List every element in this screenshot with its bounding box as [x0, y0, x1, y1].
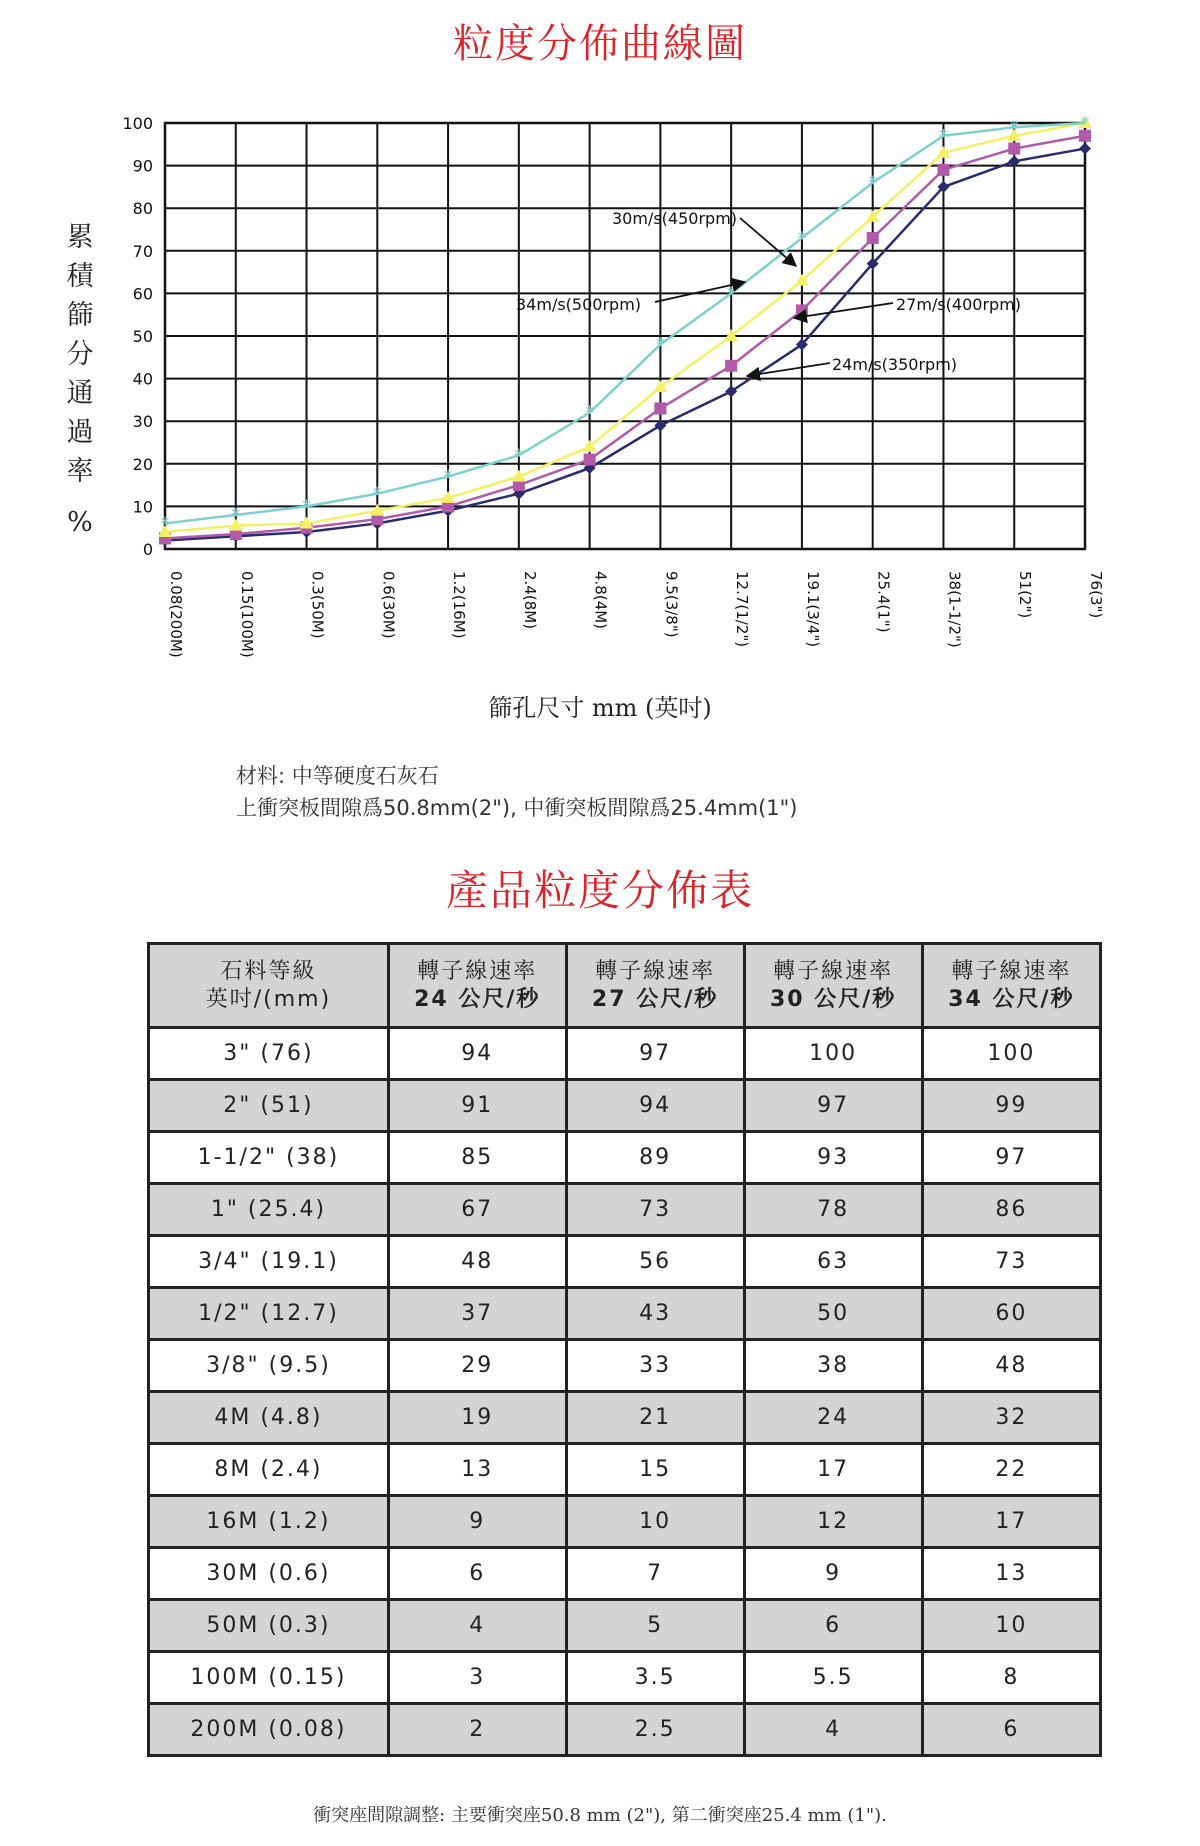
row-value-cell: 97 — [566, 1028, 744, 1080]
y-axis-ticks — [122, 114, 153, 559]
table-header-row — [149, 944, 1101, 1028]
row-size-cell: 2" (51) — [149, 1080, 389, 1132]
row-size-cell: 1-1/2" (38) — [149, 1132, 389, 1184]
series-point: * — [938, 125, 948, 147]
series-point: * — [655, 334, 665, 356]
row-value-cell: 2.5 — [566, 1704, 744, 1756]
series-point: * — [726, 283, 736, 305]
series-point: * — [1009, 117, 1019, 139]
y-tick-label: 10 — [132, 497, 153, 517]
table-body — [149, 1028, 1101, 1756]
row-value-cell: 17 — [744, 1444, 922, 1496]
table-header-line: 轉子線速率 — [951, 958, 1072, 984]
row-value-cell: 19 — [388, 1392, 566, 1444]
x-tick-label: 4.8(4M) — [591, 571, 610, 630]
row-value-cell: 7 — [566, 1548, 744, 1600]
series-point: * — [302, 496, 312, 518]
row-size-cell: 8M (2.4) — [149, 1444, 389, 1496]
y-tick-label: 70 — [132, 241, 153, 261]
annotation-arrow — [740, 218, 796, 266]
row-value-cell: 4 — [388, 1600, 566, 1652]
series-point: * — [372, 483, 382, 505]
y-axis-label-char: 率 — [66, 456, 94, 487]
y-tick-label: 0 — [142, 540, 153, 559]
table-row — [149, 1028, 1101, 1080]
row-size-cell: 1/2" (12.7) — [149, 1288, 389, 1340]
row-size-cell: 100M (0.15) — [149, 1652, 389, 1704]
series-point: * — [231, 504, 241, 526]
table-row — [149, 1600, 1101, 1652]
table-row — [149, 1548, 1101, 1600]
series-point: * — [868, 172, 878, 194]
x-tick-label: 0.08(200M) — [167, 571, 185, 658]
series-point — [937, 164, 949, 176]
series-point: * — [160, 513, 170, 535]
row-value-cell: 85 — [388, 1132, 566, 1184]
x-tick-label: 51(2") — [1016, 571, 1035, 619]
y-tick-label: 60 — [132, 284, 153, 304]
annotation-label: 24m/s(350rpm) — [832, 355, 958, 374]
x-tick-label: 0.3(50M) — [308, 571, 327, 639]
series-point — [1079, 143, 1091, 155]
x-tick-label: 38(1-1/2") — [945, 571, 964, 648]
x-tick-label: 25.4(1") — [874, 571, 893, 633]
table-row — [149, 1444, 1101, 1496]
row-size-cell: 3" (76) — [149, 1028, 389, 1080]
row-value-cell: 91 — [388, 1080, 566, 1132]
y-tick-label: 30 — [132, 412, 153, 432]
y-tick-label: 50 — [132, 327, 153, 346]
annotation-arrow — [747, 363, 830, 376]
table-row — [149, 1652, 1101, 1704]
table-row — [149, 1288, 1101, 1340]
row-size-cell: 16M (1.2) — [149, 1496, 389, 1548]
row-value-cell: 97 — [922, 1132, 1100, 1184]
row-value-cell: 4 — [744, 1704, 922, 1756]
y-axis-label-char: 通 — [66, 378, 94, 409]
row-value-cell: 3.5 — [566, 1652, 744, 1704]
row-value-cell: 32 — [922, 1392, 1100, 1444]
table-row — [149, 1496, 1101, 1548]
row-size-cell: 4M (4.8) — [149, 1392, 389, 1444]
row-value-cell: 93 — [744, 1132, 922, 1184]
y-axis-label-char: 篩 — [66, 300, 94, 331]
row-value-cell: 10 — [566, 1496, 744, 1548]
table-row — [149, 1080, 1101, 1132]
annotation-arrow — [794, 303, 893, 318]
series-point — [867, 232, 879, 244]
row-value-cell: 97 — [744, 1080, 922, 1132]
x-tick-label: 2.4(8M) — [520, 571, 539, 630]
row-value-cell: 56 — [566, 1236, 744, 1288]
row-value-cell: 24 — [744, 1392, 922, 1444]
table-header-line: 27 公尺/秒 — [591, 986, 719, 1012]
row-value-cell: 73 — [922, 1236, 1100, 1288]
series-line — [165, 136, 1085, 539]
row-value-cell: 6 — [388, 1548, 566, 1600]
table-header-line: 轉子線速率 — [773, 958, 894, 984]
series-point — [796, 304, 808, 316]
y-axis-label — [62, 218, 98, 542]
chart-series — [158, 113, 1092, 546]
y-tick-label: 90 — [132, 156, 153, 176]
x-tick-label: 12.7(1/2") — [733, 571, 752, 648]
x-tick-label: 19.1(3/4") — [803, 571, 822, 648]
table-header-cell — [149, 944, 389, 1028]
row-value-cell: 73 — [566, 1184, 744, 1236]
y-axis-label-char: 積 — [66, 261, 94, 292]
row-size-cell: 3/8" (9.5) — [149, 1340, 389, 1392]
row-value-cell: 9 — [388, 1496, 566, 1548]
row-value-cell: 100 — [744, 1028, 922, 1080]
x-tick-label: 0.6(30M) — [379, 571, 398, 639]
row-value-cell: 60 — [922, 1288, 1100, 1340]
row-value-cell: 8 — [922, 1652, 1100, 1704]
table-header-cell — [566, 944, 744, 1028]
series-point — [1008, 143, 1020, 155]
row-value-cell: 29 — [388, 1340, 566, 1392]
row-value-cell: 43 — [566, 1288, 744, 1340]
row-value-cell: 78 — [744, 1184, 922, 1236]
annotation-label: 27m/s(400rpm) — [896, 295, 1022, 314]
row-value-cell: 100 — [922, 1028, 1100, 1080]
table-header-line: 30 公尺/秒 — [770, 986, 897, 1012]
series-point: * — [585, 402, 595, 424]
row-value-cell: 15 — [566, 1444, 744, 1496]
table-header-line: 英吋/(mm) — [205, 986, 332, 1012]
row-value-cell: 33 — [566, 1340, 744, 1392]
annotation-label: 34m/s(500rpm) — [516, 295, 642, 314]
row-value-cell: 5.5 — [744, 1652, 922, 1704]
series-point: * — [514, 445, 524, 467]
table-row — [149, 1184, 1101, 1236]
y-axis-label-char: 過 — [66, 417, 94, 448]
row-value-cell: 86 — [922, 1184, 1100, 1236]
row-value-cell: 17 — [922, 1496, 1100, 1548]
x-axis-label: 篩孔尺寸 mm (英吋) — [488, 694, 712, 722]
x-tick-label: 0.15(100M) — [237, 571, 256, 658]
table-title: 產品粒度分佈表 — [445, 866, 754, 915]
row-value-cell: 67 — [388, 1184, 566, 1236]
x-tick-label: 9.5(3/8") — [662, 571, 681, 638]
row-value-cell: 13 — [922, 1548, 1100, 1600]
x-tick-label: 76(3") — [1087, 571, 1105, 619]
y-tick-label: 20 — [132, 454, 153, 474]
row-value-cell: 48 — [388, 1236, 566, 1288]
row-value-cell: 99 — [922, 1080, 1100, 1132]
row-value-cell: 10 — [922, 1600, 1100, 1652]
table-header-line: 轉子線速率 — [417, 958, 538, 984]
row-size-cell: 200M (0.08) — [149, 1704, 389, 1756]
table-header-line: 24 公尺/秒 — [414, 986, 541, 1012]
row-size-cell: 50M (0.3) — [149, 1600, 389, 1652]
row-size-cell: 1" (25.4) — [149, 1184, 389, 1236]
y-tick-label: 80 — [132, 199, 153, 219]
row-value-cell: 6 — [744, 1600, 922, 1652]
row-value-cell: 3 — [388, 1652, 566, 1704]
y-tick-label: 100 — [122, 114, 153, 133]
table-row — [149, 1340, 1101, 1392]
row-value-cell: 6 — [922, 1704, 1100, 1756]
table-header-cell — [744, 944, 922, 1028]
particle-size-chart — [0, 0, 1200, 720]
table-row — [149, 1236, 1101, 1288]
size-distribution-table — [147, 942, 1102, 1757]
row-value-cell: 21 — [566, 1392, 744, 1444]
row-value-cell: 89 — [566, 1132, 744, 1184]
series-point — [725, 360, 737, 372]
table-header-line: 轉子線速率 — [595, 958, 716, 984]
row-value-cell: 13 — [388, 1444, 566, 1496]
series-point — [654, 402, 666, 414]
row-value-cell: 9 — [744, 1548, 922, 1600]
table-row — [149, 1704, 1101, 1756]
row-value-cell: 63 — [744, 1236, 922, 1288]
table-header-line: 石料等級 — [220, 958, 317, 984]
table-header-line: 34 公尺/秒 — [948, 986, 1075, 1012]
table-row — [149, 1132, 1101, 1184]
y-axis-label-char: 分 — [66, 339, 94, 370]
y-tick-label: 40 — [132, 369, 153, 389]
series-point — [653, 380, 667, 392]
table-header-cell — [922, 944, 1100, 1028]
row-value-cell: 48 — [922, 1340, 1100, 1392]
row-value-cell: 22 — [922, 1444, 1100, 1496]
series-point: * — [797, 228, 807, 250]
row-value-cell: 38 — [744, 1340, 922, 1392]
y-axis-label-char: 累 — [66, 222, 94, 253]
series-point — [584, 454, 596, 466]
x-tick-label: 1.2(16M) — [450, 571, 469, 639]
row-value-cell: 2 — [388, 1704, 566, 1756]
row-size-cell: 30M (0.6) — [149, 1548, 389, 1600]
table-header-cell — [388, 944, 566, 1028]
table-row — [149, 1392, 1101, 1444]
row-value-cell: 37 — [388, 1288, 566, 1340]
material-note: 材料: 中等硬度石灰石 — [236, 764, 439, 788]
series-point: * — [443, 466, 453, 488]
y-axis-label-char: % — [67, 507, 93, 538]
row-value-cell: 94 — [566, 1080, 744, 1132]
gap-note: 上衝突板間隙爲50.8mm(2"), 中衝突板間隙爲25.4mm(1") — [236, 796, 798, 820]
row-size-cell: 3/4" (19.1) — [149, 1236, 389, 1288]
chart-title: 粒度分佈曲線圖 — [453, 21, 747, 67]
row-value-cell: 5 — [566, 1600, 744, 1652]
series-point: * — [1080, 113, 1090, 134]
row-value-cell: 12 — [744, 1496, 922, 1548]
footnote: 衝突座間隙調整: 主要衝突座50.8 mm (2"), 第二衝突座25.4 mm (1"). — [313, 1805, 887, 1826]
row-value-cell: 50 — [744, 1288, 922, 1340]
x-axis-ticks — [167, 571, 1105, 658]
row-value-cell: 94 — [388, 1028, 566, 1080]
annotation-label: 30m/s(450rpm) — [612, 209, 738, 228]
